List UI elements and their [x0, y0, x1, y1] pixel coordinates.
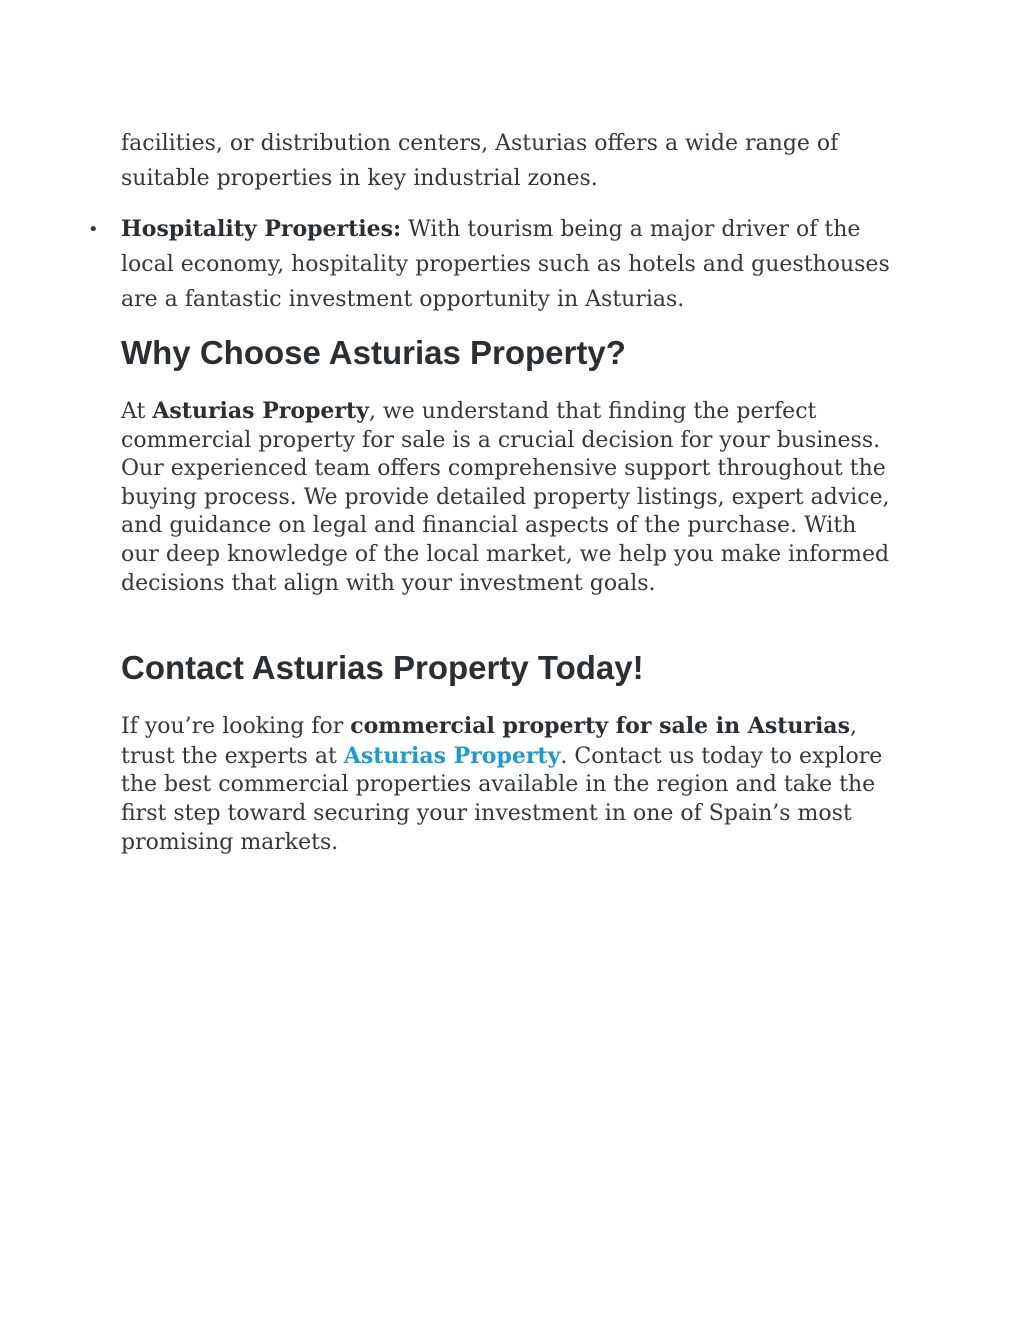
continuation-paragraph: facilities, or distribution centers, Asturias offers a wide range of suitable properties in key industrial zones. [121, 131, 839, 191]
bullet-icon: • [88, 219, 99, 240]
document-page [88, 126, 901, 857]
keyword-text: commercial property for sale in Asturias [350, 713, 850, 740]
why-choose-paragraph [121, 397, 901, 598]
contact-mid-text: , trust the experts at [121, 714, 857, 769]
why-body-text: , we understand that finding the perfect commercial property for sale is a crucial decision for your business. Our experienced team offers comprehensive support throughout the buying process. We provide detailed property listings, expert advice, and guidance on legal and financial aspects of the purchase. With our deep knowledge of the local market, we help you make informed decisions that align with your investment goals. [121, 399, 890, 596]
list-item-title: Hospitality Properties: [121, 216, 402, 242]
why-lead-text: At [121, 399, 153, 424]
list-item-hospitality [88, 212, 901, 317]
brand-name: Asturias Property [152, 398, 369, 424]
contact-paragraph [121, 712, 901, 857]
property-type-list [88, 212, 901, 317]
contact-heading: Contact Asturias Property Today! [121, 649, 644, 687]
why-choose-heading: Why Choose Asturias Property? [121, 334, 626, 371]
contact-tail-text: . Contact us today to explore the best commercial properties available in the region and take the first step toward securing your investment in one of Spain’s most promising markets. [121, 743, 883, 855]
asturias-property-link[interactable]: Asturias Property [343, 742, 561, 769]
list-item-text: With tourism being a major driver of the local economy, hospitality properties such as hotels and guesthouses are a fantastic investment opportunity in Asturias. [121, 217, 890, 312]
contact-lead-text: If you’re looking for [121, 714, 351, 740]
